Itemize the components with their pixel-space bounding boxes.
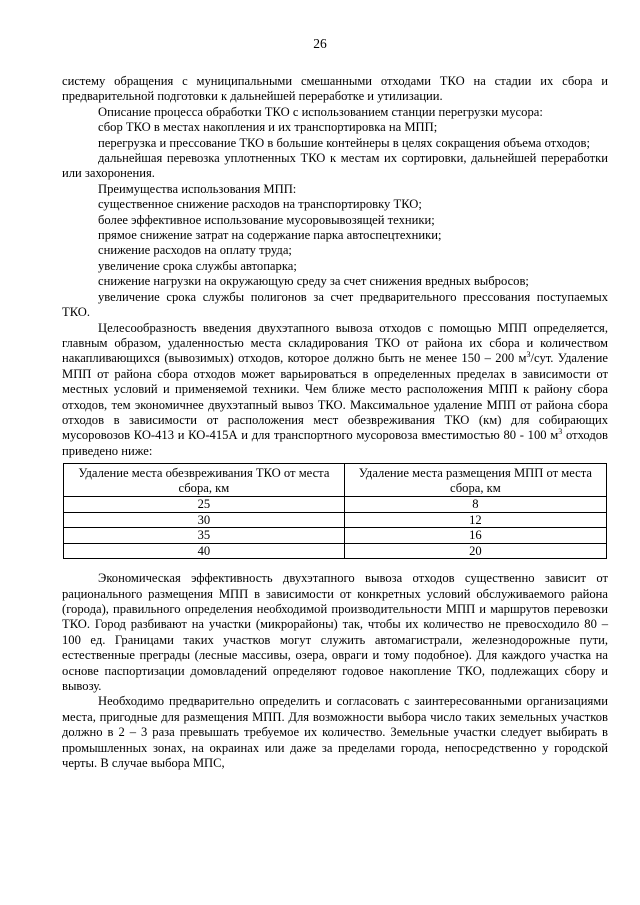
superscript: 3 [558,427,563,437]
table-cell: 25 [64,497,345,513]
list-item: снижение нагрузки на окружающую среду за счет снижения вредных выбросов; [98,274,529,289]
distance-table [63,463,607,559]
table-cell: 30 [64,512,345,528]
paragraph: Необходимо предварительно определить и согласовать с заинтересованными организациями места, пригодные для размещения МПП. Для возможности выбора число таких земельных участков должно в 2 – 3 раза превышать требуемое их количество. Земельные участки следует выбирать в промышленных зонах, на окраинах или даже за пределами города, непосредственно у городской черты. В случае выбора МПС, [62,694,608,771]
list-item: перегрузка и прессование ТКО в большие контейнеры в целях сокращения объема отходов; [98,135,590,150]
paragraph: Экономическая эффективность двухэтапного вывоза отходов существенно зависит от рационального размещения МПП в зависимости от конкретных условий обслуживаемого района (города), правильного определения необходимой производительности МПП и маршрутов перевозки ТКО. Город разбивают на участки (микрорайоны) так, чтобы их количество не превосходило 80 – 100 ед. Границами таких участков могут служить автомагистрали, железнодорожные пути, естественные преграды (лесные массивы, озера, овраги и тому подобное). Для каждого участка на основе паспортизации домовладений определяют годовое накопление ТКО, подлежащих сбору и вывозу. [62,571,608,693]
table-row [64,528,607,544]
list-item: сбор ТКО в местах накопления и их транспортировка на МПП; [98,120,438,135]
table-row [64,497,607,513]
table-row [64,512,607,528]
list-item: увеличение срока службы полигонов за счет предварительного прессования поступаемых ТКО. [62,289,608,320]
text-run: Целесообразность введения двухэтапного вывоза отходов с помощью МПП определяется, главным образом, удаленностью места складирования ТКО от района их сбора и количеством накапливающихся (вывозимых) отходов, которое должно быть не менее 150 – 200 м [62,320,608,366]
table-cell: 20 [344,543,606,559]
superscript: 3 [526,350,531,360]
table-header-row [64,464,607,497]
list-item: снижение расходов на оплату труда; [98,243,292,258]
document-body [62,74,608,771]
table-cell: 12 [344,512,606,528]
text-run: /сут. Удаление МПП от района сбора отходов может варьироваться в определенных пределах в зависимости от местных условий и применяемой техники. Чем ближе место расположения МПП к району сбора отходов, тем экономичнее двухэтапный вывоз ТКО. Максимальное удаление МПП от района сбора отходов в зависимости от расположения мест обезвреживания ТКО (км) для собирающих мусоровозов КО-413 и КО-415А и для транспортного мусоровоза вместимостью 80 - 100 м [62,351,608,443]
paragraph-expedience [62,321,608,460]
list-item: прямое снижение затрат на содержание парка автоспецтехники; [98,228,442,243]
paragraph: Преимущества использования МПП: [98,181,297,196]
list-item: существенное снижение расходов на транспортировку ТКО; [98,197,422,212]
table-cell: 35 [64,528,345,544]
paragraph: систему обращения с муниципальными смешанными отходами ТКО на стадии их сбора и предварительной подготовки к дальнейшей переработке и утилизации. [62,74,608,104]
table-header-cell: Удаление места размещения МПП от места сбора, км [344,464,606,497]
list-item: дальнейшая перевозка уплотненных ТКО к местам их сортировки, дальнейшей переработки или захоронения. [62,151,608,181]
list-item: увеличение срока службы автопарка; [98,258,297,273]
table-cell: 16 [344,528,606,544]
table-row [64,543,607,559]
table-cell: 40 [64,543,345,559]
list-item: более эффективное использование мусоровывозящей техники; [98,212,435,227]
table-cell: 8 [344,497,606,513]
text-run: отходов приведено ниже: [62,428,608,458]
paragraph: Описание процесса обработки ТКО с использованием станции перегрузки мусора: [98,104,543,119]
page-number: 26 [313,36,327,51]
table-header-cell: Удаление места обезвреживания ТКО от места сбора, км [64,464,345,497]
